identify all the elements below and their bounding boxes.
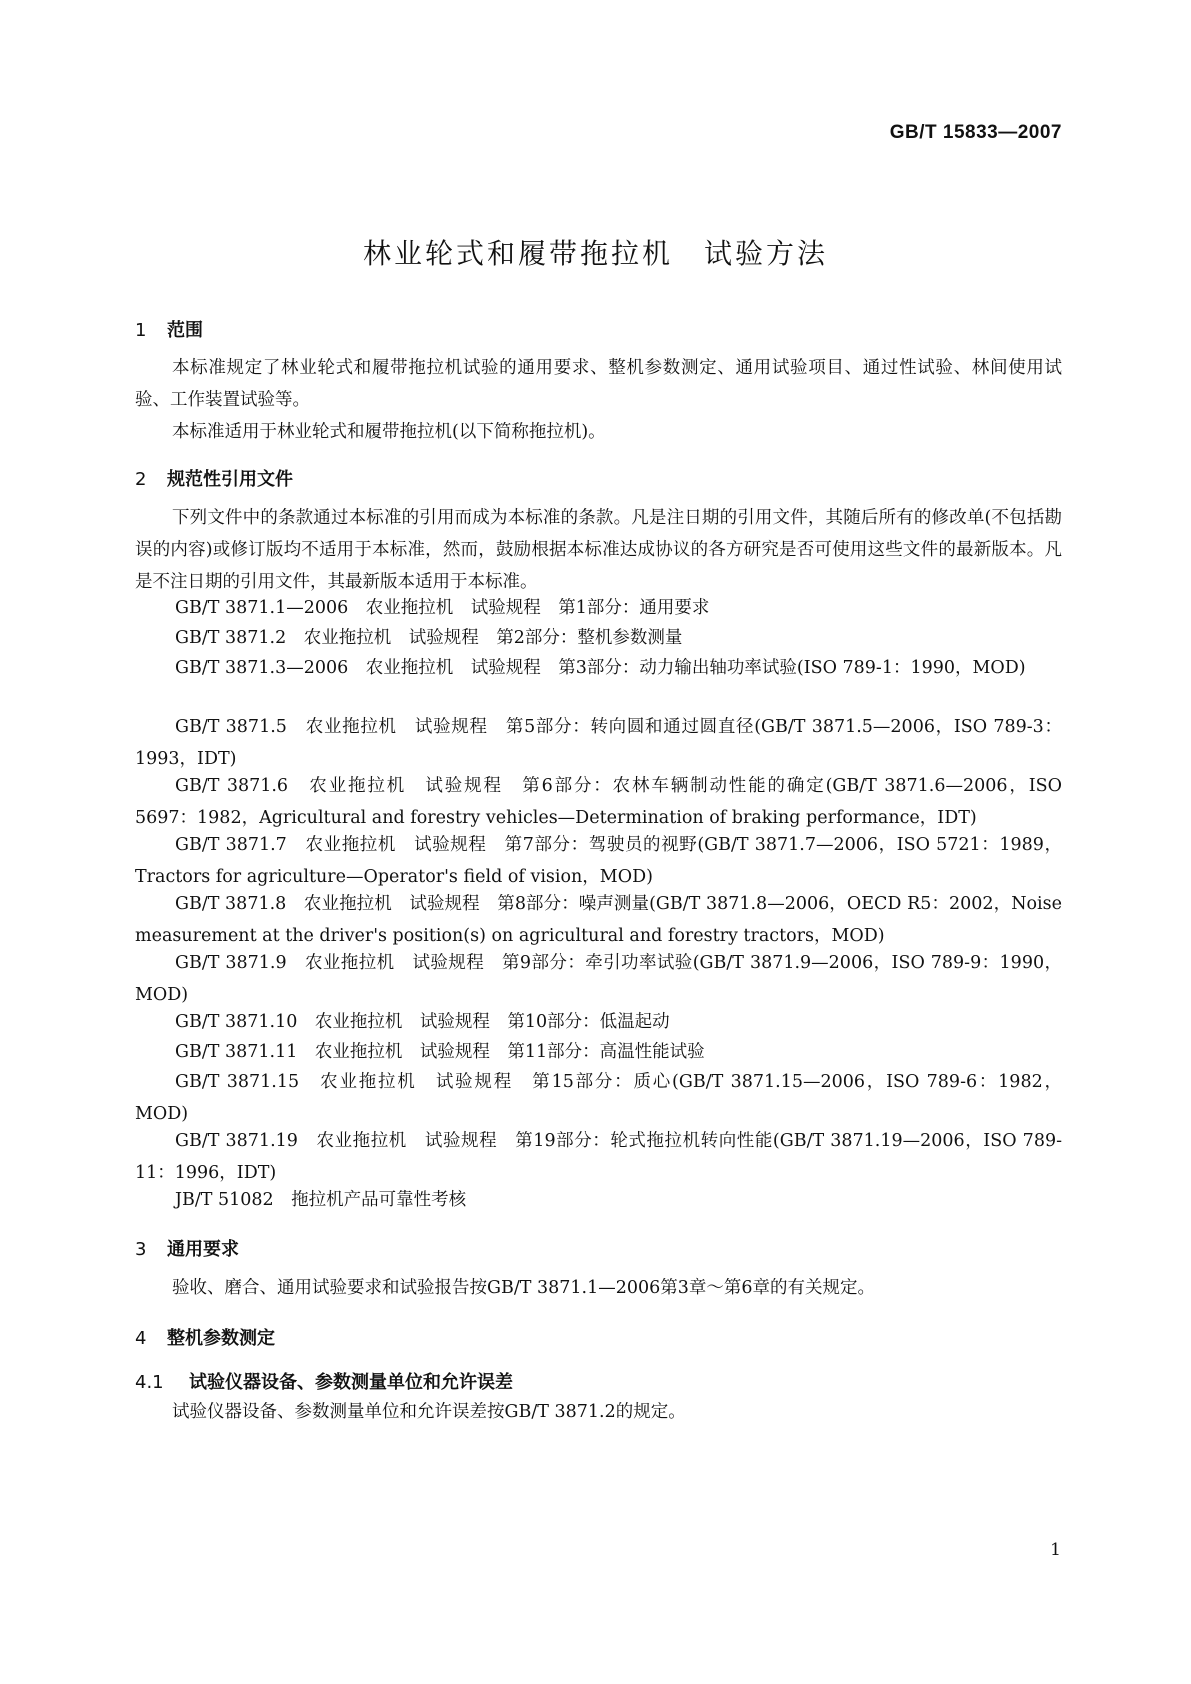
section-number: 3 <box>135 1239 147 1260</box>
section-2-heading <box>135 465 293 491</box>
reference-item: GB/T 3871.8 农业拖拉机 试验规程 第8部分：噪声测量(GB/T 3871.8—2006，OECD R5：2002，Noise measurement at the driver's position(s) on agricultural and forestry tractors，MOD) <box>135 894 1062 946</box>
reference-item: GB/T 3871.19 农业拖拉机 试验规程 第19部分：轮式拖拉机转向性能(GB/T 3871.19—2006，ISO 789-11：1996，IDT) <box>135 1131 1062 1183</box>
reference-item: GB/T 3871.3—2006 农业拖拉机 试验规程 第3部分：动力输出轴功率试验(ISO 789-1：1990，MOD) <box>175 658 1026 678</box>
subsection-number: 4.1 <box>135 1372 164 1393</box>
instruments-paragraph: 试验仪器设备、参数测量单位和允许误差按GB/T 3871.2的规定。 <box>172 1402 686 1422</box>
scope-paragraph-1: 本标准规定了林业轮式和履带拖拉机试验的通用要求、整机参数测定、通用试验项目、通过性试验、林间使用试验、工作装置试验等。 <box>135 358 1062 410</box>
standard-code: GB/T 15833—2007 <box>889 122 1062 143</box>
reference-item: GB/T 3871.5 农业拖拉机 试验规程 第5部分：转向圆和通过圆直径(GB/T 3871.5—2006，ISO 789-3：1993，IDT) <box>135 717 1062 769</box>
section-title: 范围 <box>167 320 203 341</box>
section-number: 2 <box>135 469 147 490</box>
reference-item: GB/T 3871.9 农业拖拉机 试验规程 第9部分：牵引功率试验(GB/T 3871.9—2006，ISO 789-9：1990，MOD) <box>135 953 1062 1005</box>
general-requirements-paragraph: 验收、磨合、通用试验要求和试验报告按GB/T 3871.1—2006第3章～第6章的有关规定。 <box>172 1278 876 1298</box>
reference-item: GB/T 3871.2 农业拖拉机 试验规程 第2部分：整机参数测量 <box>175 628 683 648</box>
reference-item: GB/T 3871.6 农业拖拉机 试验规程 第6部分：农林车辆制动性能的确定(GB/T 3871.6—2006，ISO 5697：1982，Agricultural and forestry vehicles—Determination of braking performance，IDT) <box>135 776 1062 828</box>
section-3-heading <box>135 1235 239 1261</box>
page-number: 1 <box>1050 1540 1061 1560</box>
section-1-heading <box>135 316 203 342</box>
subsection-title: 试验仪器设备、参数测量单位和允许误差 <box>189 1372 513 1393</box>
reference-item: GB/T 3871.15 农业拖拉机 试验规程 第15部分：质心(GB/T 3871.15—2006，ISO 789-6：1982，MOD) <box>135 1072 1062 1124</box>
reference-item: GB/T 3871.7 农业拖拉机 试验规程 第7部分：驾驶员的视野(GB/T 3871.7—2006，ISO 5721：1989，Tractors for agriculture—Operator's field of vision，MOD) <box>135 835 1062 887</box>
section-title: 通用要求 <box>167 1239 239 1260</box>
section-title: 规范性引用文件 <box>167 469 293 490</box>
scope-paragraph-2: 本标准适用于林业轮式和履带拖拉机(以下简称拖拉机)。 <box>172 422 606 442</box>
reference-item: GB/T 3871.10 农业拖拉机 试验规程 第10部分：低温起动 <box>175 1012 670 1032</box>
section-4-heading <box>135 1324 275 1350</box>
section-number: 1 <box>135 320 147 341</box>
subsection-4-1-heading <box>135 1368 513 1394</box>
reference-item: JB/T 51082 拖拉机产品可靠性考核 <box>175 1190 467 1210</box>
normative-intro-paragraph: 下列文件中的条款通过本标准的引用而成为本标准的条款。凡是注日期的引用文件，其随后所有的修改单(不包括勘误的内容)或修订版均不适用于本标准，然而，鼓励根据本标准达成协议的各方研究是否可使用这些文件的最新版本。凡是不注日期的引用文件，其最新版本适用于本标准。 <box>135 508 1062 592</box>
reference-item: GB/T 3871.11 农业拖拉机 试验规程 第11部分：高温性能试验 <box>175 1042 705 1062</box>
document-title: 林业轮式和履带拖拉机 试验方法 <box>362 237 828 270</box>
section-title: 整机参数测定 <box>167 1328 275 1349</box>
section-number: 4 <box>135 1328 147 1349</box>
reference-item: GB/T 3871.1—2006 农业拖拉机 试验规程 第1部分：通用要求 <box>175 598 710 618</box>
